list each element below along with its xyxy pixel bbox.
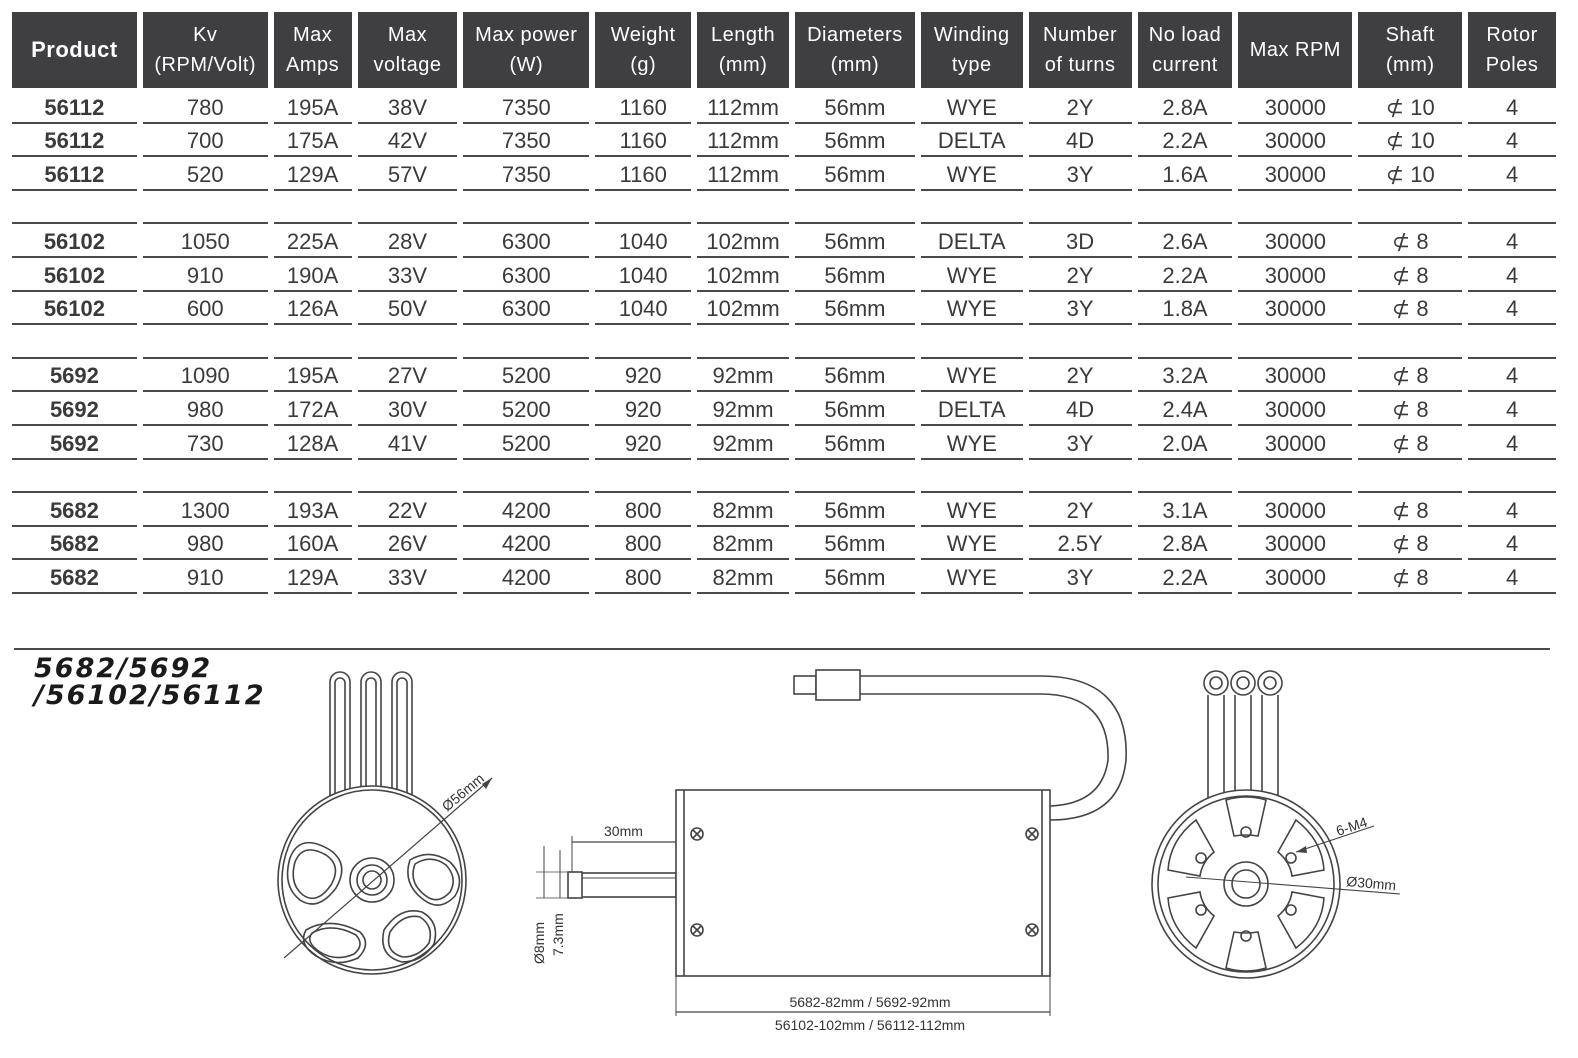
table-header-cell: Shaft (mm) xyxy=(1358,12,1462,88)
table-cell: DELTA xyxy=(921,392,1023,426)
table-header-cell: Winding type xyxy=(921,12,1023,88)
table-cell: 6300 xyxy=(463,224,589,258)
table-cell: 2.6A xyxy=(1138,224,1233,258)
table-cell: 4 xyxy=(1468,359,1556,393)
table-cell: 3Y xyxy=(1029,157,1132,191)
table-cell: 38V xyxy=(358,90,458,124)
table-cell: 2.8A xyxy=(1138,527,1233,561)
table-header-cell: Product xyxy=(12,12,137,88)
table-cell: 190A xyxy=(274,258,352,292)
table-cell: 1040 xyxy=(595,258,691,292)
table-cell: 4 xyxy=(1468,560,1556,594)
table-cell: 160A xyxy=(274,527,352,561)
table-header-cell: No load current xyxy=(1138,12,1233,88)
models-title: 5682/5692 /56102/56112 xyxy=(34,653,266,711)
dim-holes-label: 6-M4 xyxy=(1333,813,1370,839)
table-cell: 30000 xyxy=(1238,124,1352,158)
table-cell: 7350 xyxy=(463,124,589,158)
table-cell: 7350 xyxy=(463,90,589,124)
table-cell: WYE xyxy=(921,527,1023,561)
table-cell: 56mm xyxy=(795,426,915,460)
table-cell: 4 xyxy=(1468,292,1556,326)
table-cell: 30000 xyxy=(1238,527,1352,561)
table-cell: 30V xyxy=(358,392,458,426)
table-header-cell: Max Amps xyxy=(274,12,352,88)
table-cell: 1160 xyxy=(595,124,691,158)
table-header-cell: Diameters (mm) xyxy=(795,12,915,88)
table-cell: 600 xyxy=(143,292,268,326)
table-cell: 3.1A xyxy=(1138,493,1233,527)
table-cell: 56mm xyxy=(795,493,915,527)
table-cell: 920 xyxy=(595,392,691,426)
table-cell: 82mm xyxy=(697,527,789,561)
table-cell: 5682 xyxy=(12,493,137,527)
table-cell: 520 xyxy=(143,157,268,191)
table-cell: ⊄ 10 xyxy=(1358,90,1462,124)
table-cell: 920 xyxy=(595,426,691,460)
table-cell: 730 xyxy=(143,426,268,460)
table-cell: 50V xyxy=(358,292,458,326)
table-cell: WYE xyxy=(921,359,1023,393)
table-cell: 2Y xyxy=(1029,90,1132,124)
table-cell: ⊄ 8 xyxy=(1358,527,1462,561)
table-cell: 1050 xyxy=(143,224,268,258)
table-cell: 82mm xyxy=(697,560,789,594)
table-cell: 4 xyxy=(1468,124,1556,158)
table-cell: 800 xyxy=(595,493,691,527)
table-cell: 56mm xyxy=(795,258,915,292)
table-cell: WYE xyxy=(921,426,1023,460)
table-cell: 41V xyxy=(358,426,458,460)
table-cell: ⊄ 8 xyxy=(1358,493,1462,527)
table-cell: 2.2A xyxy=(1138,258,1233,292)
table-cell: 56mm xyxy=(795,157,915,191)
table-header-cell: Length (mm) xyxy=(697,12,789,88)
table-cell: 33V xyxy=(358,258,458,292)
table-cell: 4200 xyxy=(463,560,589,594)
table-cell: 126A xyxy=(274,292,352,326)
table-cell: WYE xyxy=(921,157,1023,191)
table-cell: 33V xyxy=(358,560,458,594)
table-cell: 30000 xyxy=(1238,224,1352,258)
table-cell: 5200 xyxy=(463,359,589,393)
table-cell: 22V xyxy=(358,493,458,527)
table-cell: DELTA xyxy=(921,124,1023,158)
table-cell: 910 xyxy=(143,560,268,594)
table-cell: 5692 xyxy=(12,426,137,460)
table-cell: 1160 xyxy=(595,90,691,124)
table-cell: 5682 xyxy=(12,527,137,561)
table-cell: 2.4A xyxy=(1138,392,1233,426)
table-cell: 30000 xyxy=(1238,493,1352,527)
table-cell: WYE xyxy=(921,560,1023,594)
table-cell: 4200 xyxy=(463,493,589,527)
table-cell: 2Y xyxy=(1029,359,1132,393)
table-cell: 56112 xyxy=(12,157,137,191)
table-cell: ⊄ 10 xyxy=(1358,157,1462,191)
table-cell: 56112 xyxy=(12,124,137,158)
table-cell: 195A xyxy=(274,90,352,124)
table-cell: 5692 xyxy=(12,359,137,393)
table-cell: 2.8A xyxy=(1138,90,1233,124)
table-cell: 4 xyxy=(1468,392,1556,426)
table-cell: 175A xyxy=(274,124,352,158)
table-cell: 56102 xyxy=(12,224,137,258)
table-header-cell: Number of turns xyxy=(1029,12,1132,88)
table-cell: 42V xyxy=(358,124,458,158)
table-cell: WYE xyxy=(921,493,1023,527)
table-cell: 30000 xyxy=(1238,157,1352,191)
table-cell: 56mm xyxy=(795,124,915,158)
table-cell: 4 xyxy=(1468,157,1556,191)
table-cell: 30000 xyxy=(1238,90,1352,124)
dim-length-line1: 5682-82mm / 5692-92mm xyxy=(789,994,951,1010)
table-cell: 4 xyxy=(1468,527,1556,561)
table-cell: 5682 xyxy=(12,560,137,594)
table-header-cell: Weight (g) xyxy=(595,12,691,88)
table-header-cell: Max voltage xyxy=(358,12,458,88)
dim-shaft-dia-label: Ø8mm xyxy=(531,922,547,964)
table-cell: 4 xyxy=(1468,426,1556,460)
table-cell: 6300 xyxy=(463,292,589,326)
table-cell: 56mm xyxy=(795,392,915,426)
table-cell: 26V xyxy=(358,527,458,561)
table-cell: 3Y xyxy=(1029,426,1132,460)
dim-bolt-circle-label: Ø30mm xyxy=(1345,873,1397,894)
table-cell: 2.5Y xyxy=(1029,527,1132,561)
table-cell: 3.2A xyxy=(1138,359,1233,393)
table-cell: 56112 xyxy=(12,90,137,124)
table-cell: 28V xyxy=(358,224,458,258)
table-cell: 3Y xyxy=(1029,560,1132,594)
table-cell: 7350 xyxy=(463,157,589,191)
table-cell: 57V xyxy=(358,157,458,191)
table-cell: 3D xyxy=(1029,224,1132,258)
table-cell: 1300 xyxy=(143,493,268,527)
table-cell: 56mm xyxy=(795,224,915,258)
table-header-cell: Max RPM xyxy=(1238,12,1352,88)
table-cell: 6300 xyxy=(463,258,589,292)
table-cell: ⊄ 8 xyxy=(1358,426,1462,460)
table-cell: 1090 xyxy=(143,359,268,393)
table-cell: 56mm xyxy=(795,292,915,326)
table-cell: ⊄ 8 xyxy=(1358,258,1462,292)
table-cell: 4D xyxy=(1029,392,1132,426)
table-cell: 780 xyxy=(143,90,268,124)
table-header-cell: Rotor Poles xyxy=(1468,12,1556,88)
table-cell: 102mm xyxy=(697,292,789,326)
table-cell: 128A xyxy=(274,426,352,460)
dim-diameter-label: Ø56mm xyxy=(438,770,488,815)
table-cell: 225A xyxy=(274,224,352,258)
table-cell: 30000 xyxy=(1238,560,1352,594)
table-cell: 4 xyxy=(1468,258,1556,292)
table-cell: WYE xyxy=(921,292,1023,326)
table-cell: 980 xyxy=(143,527,268,561)
table-cell: 2.2A xyxy=(1138,560,1233,594)
table-cell: 700 xyxy=(143,124,268,158)
table-cell: 82mm xyxy=(697,493,789,527)
table-cell: 4 xyxy=(1468,224,1556,258)
table-cell: 1.6A xyxy=(1138,157,1233,191)
dim-shaft-length-label: 30mm xyxy=(604,823,643,839)
table-cell: 92mm xyxy=(697,359,789,393)
table-cell: 30000 xyxy=(1238,292,1352,326)
table-cell: 56mm xyxy=(795,560,915,594)
table-cell: 800 xyxy=(595,560,691,594)
table-header-cell: Kv (RPM/Volt) xyxy=(143,12,268,88)
table-cell: 4 xyxy=(1468,493,1556,527)
table-cell: WYE xyxy=(921,258,1023,292)
table-cell: 920 xyxy=(595,359,691,393)
table-cell: 980 xyxy=(143,392,268,426)
table-cell: 30000 xyxy=(1238,359,1352,393)
table-cell: 129A xyxy=(274,157,352,191)
table-cell: 30000 xyxy=(1238,392,1352,426)
table-cell: 27V xyxy=(358,359,458,393)
table-cell: ⊄ 8 xyxy=(1358,392,1462,426)
table-cell: 1160 xyxy=(595,157,691,191)
table-cell: 4200 xyxy=(463,527,589,561)
table-cell: 92mm xyxy=(697,426,789,460)
table-cell: 195A xyxy=(274,359,352,393)
table-cell: 102mm xyxy=(697,258,789,292)
table-cell: 800 xyxy=(595,527,691,561)
table-cell: 1040 xyxy=(595,292,691,326)
table-cell: 112mm xyxy=(697,90,789,124)
table-cell: ⊄ 10 xyxy=(1358,124,1462,158)
side-view-drawing xyxy=(536,670,1126,1016)
table-cell: 1040 xyxy=(595,224,691,258)
table-cell: ⊄ 8 xyxy=(1358,292,1462,326)
table-cell: 112mm xyxy=(697,124,789,158)
table-cell: DELTA xyxy=(921,224,1023,258)
table-cell: 5692 xyxy=(12,392,137,426)
table-cell: 56102 xyxy=(12,258,137,292)
dim-length-line2: 56102-102mm / 56112-112mm xyxy=(774,1017,966,1033)
table-cell: 92mm xyxy=(697,392,789,426)
table-cell: ⊄ 8 xyxy=(1358,560,1462,594)
table-cell: 56mm xyxy=(795,359,915,393)
table-cell: 56mm xyxy=(795,90,915,124)
dim-shaft-flat-label: 7.3mm xyxy=(550,913,566,956)
front-view-drawing xyxy=(278,672,492,974)
table-cell: ⊄ 8 xyxy=(1358,224,1462,258)
table-cell: 193A xyxy=(274,493,352,527)
table-cell: ⊄ 8 xyxy=(1358,359,1462,393)
table-cell: 112mm xyxy=(697,157,789,191)
table-cell: 4D xyxy=(1029,124,1132,158)
table-cell: 5200 xyxy=(463,426,589,460)
table-cell: 910 xyxy=(143,258,268,292)
table-cell: 2.2A xyxy=(1138,124,1233,158)
table-cell: 3Y xyxy=(1029,292,1132,326)
table-cell: 30000 xyxy=(1238,258,1352,292)
table-cell: 172A xyxy=(274,392,352,426)
table-cell: 5200 xyxy=(463,392,589,426)
table-cell: 2Y xyxy=(1029,258,1132,292)
table-cell: 30000 xyxy=(1238,426,1352,460)
table-cell: 102mm xyxy=(697,224,789,258)
table-cell: 2.0A xyxy=(1138,426,1233,460)
table-cell: 4 xyxy=(1468,90,1556,124)
table-cell: 129A xyxy=(274,560,352,594)
table-cell: 1.8A xyxy=(1138,292,1233,326)
table-cell: 56102 xyxy=(12,292,137,326)
table-cell: 2Y xyxy=(1029,493,1132,527)
table-cell: WYE xyxy=(921,90,1023,124)
table-cell: 56mm xyxy=(795,527,915,561)
table-header-cell: Max power (W) xyxy=(463,12,589,88)
